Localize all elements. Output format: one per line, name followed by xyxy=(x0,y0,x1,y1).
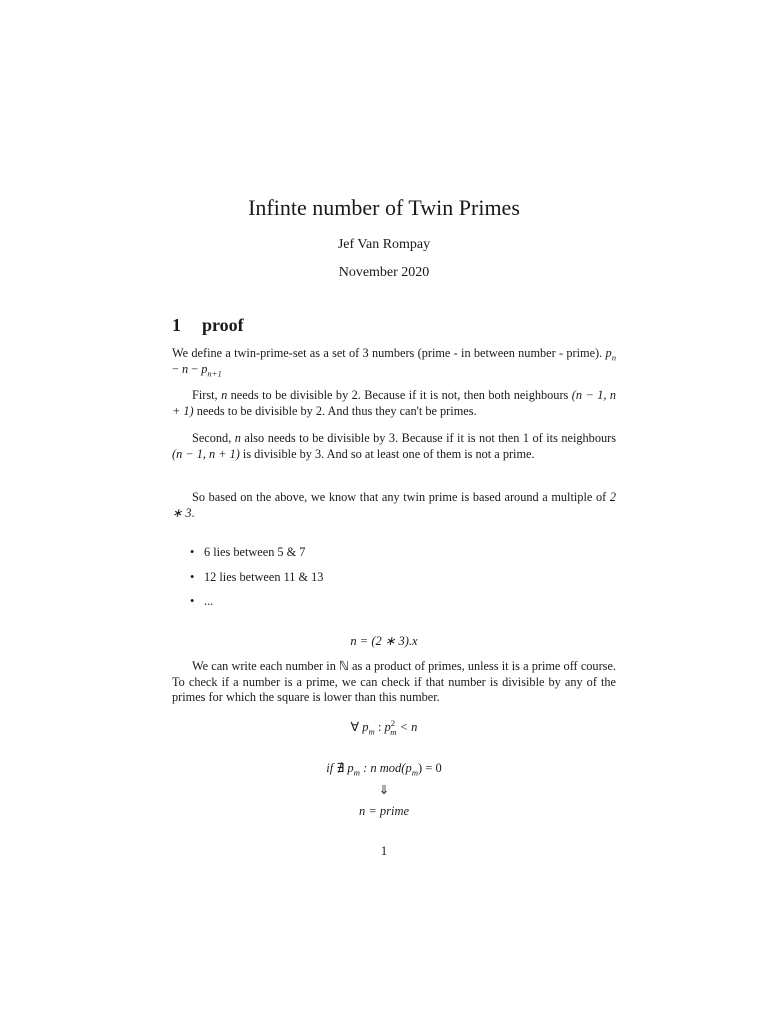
list-item-text: 12 lies between 11 & 13 xyxy=(204,569,324,584)
bullet-icon: • xyxy=(190,594,195,608)
paragraph-text: needs to be divisible by 2. And thus they can't be primes. xyxy=(193,403,477,418)
bullet-icon: • xyxy=(190,545,195,559)
equation-not-exists: if ∄ $p_m$ : n $mod(p_m) = 0$ xyxy=(326,761,442,778)
math-inline: n xyxy=(221,388,228,402)
paragraph-multiple xyxy=(172,490,616,521)
section-number: 1 xyxy=(172,315,181,335)
paragraph-definition xyxy=(172,346,616,377)
list-item xyxy=(190,570,323,595)
math-inline: $p_n - n - p_{n+1}$ xyxy=(172,346,616,378)
example-list xyxy=(190,545,323,619)
math-inline: (n − 1, n + 1) xyxy=(172,388,616,418)
bullet-icon: • xyxy=(190,569,195,584)
section-title: proof xyxy=(202,315,244,335)
paper-title: Infinte number of Twin Primes xyxy=(248,195,520,220)
list-item xyxy=(190,594,323,619)
paragraph-divisible-by-2 xyxy=(172,388,616,419)
list-item-text: ... xyxy=(204,594,214,608)
naturals-symbol: ℕ xyxy=(339,659,349,673)
paragraph-text: needs to be divisible by 2. Because if it is not, then both neighbours xyxy=(227,388,572,402)
paragraph-text: Second, xyxy=(192,431,235,445)
equation-n-prime: n = prime xyxy=(358,804,410,818)
author-name: Jef Van Rompay xyxy=(337,237,431,252)
publication-date: November 2020 xyxy=(338,265,430,280)
equation-forall: ∀ $p_m$ : $p^2_m < n$ xyxy=(350,717,418,737)
section-heading xyxy=(172,314,244,336)
paragraph-divisible-by-3 xyxy=(172,431,616,462)
paragraph-text: We can write each number in xyxy=(192,659,339,673)
paragraph-text: also needs to be divisible by 3. Because if it is not then 1 of its neighbours xyxy=(240,431,616,445)
math-inline: n xyxy=(234,431,241,445)
paragraph-text: First, xyxy=(192,388,222,402)
page-number: 1 xyxy=(380,844,388,858)
paragraph-text: as a product of primes, unless it is a prime off course. To check if a number is a prime, we can check if that number is divisible by any of the primes for which the square is lower than this number. xyxy=(172,659,616,704)
math-inline: (n − 1, n + 1) xyxy=(172,446,240,461)
paragraph-text: is divisible by 3. And so at least one of them is not a prime. xyxy=(239,446,535,461)
implies-arrow-icon: ⇓ xyxy=(378,783,390,797)
paragraph-text: We define a twin-prime-set as a set of 3 numbers (prime - in between number - prime). xyxy=(172,346,603,360)
math-inline: 2 ∗ 3 xyxy=(172,490,616,520)
paragraph-prime-check xyxy=(172,659,616,706)
list-item-text: 6 lies between 5 & 7 xyxy=(204,545,306,559)
equation-n-multiple: n = (2 ∗ 3).x xyxy=(350,634,418,648)
paragraph-text: . xyxy=(191,505,195,520)
list-item xyxy=(190,545,323,570)
paragraph-text: So based on the above, we know that any twin prime is based around a multiple of xyxy=(192,490,610,504)
